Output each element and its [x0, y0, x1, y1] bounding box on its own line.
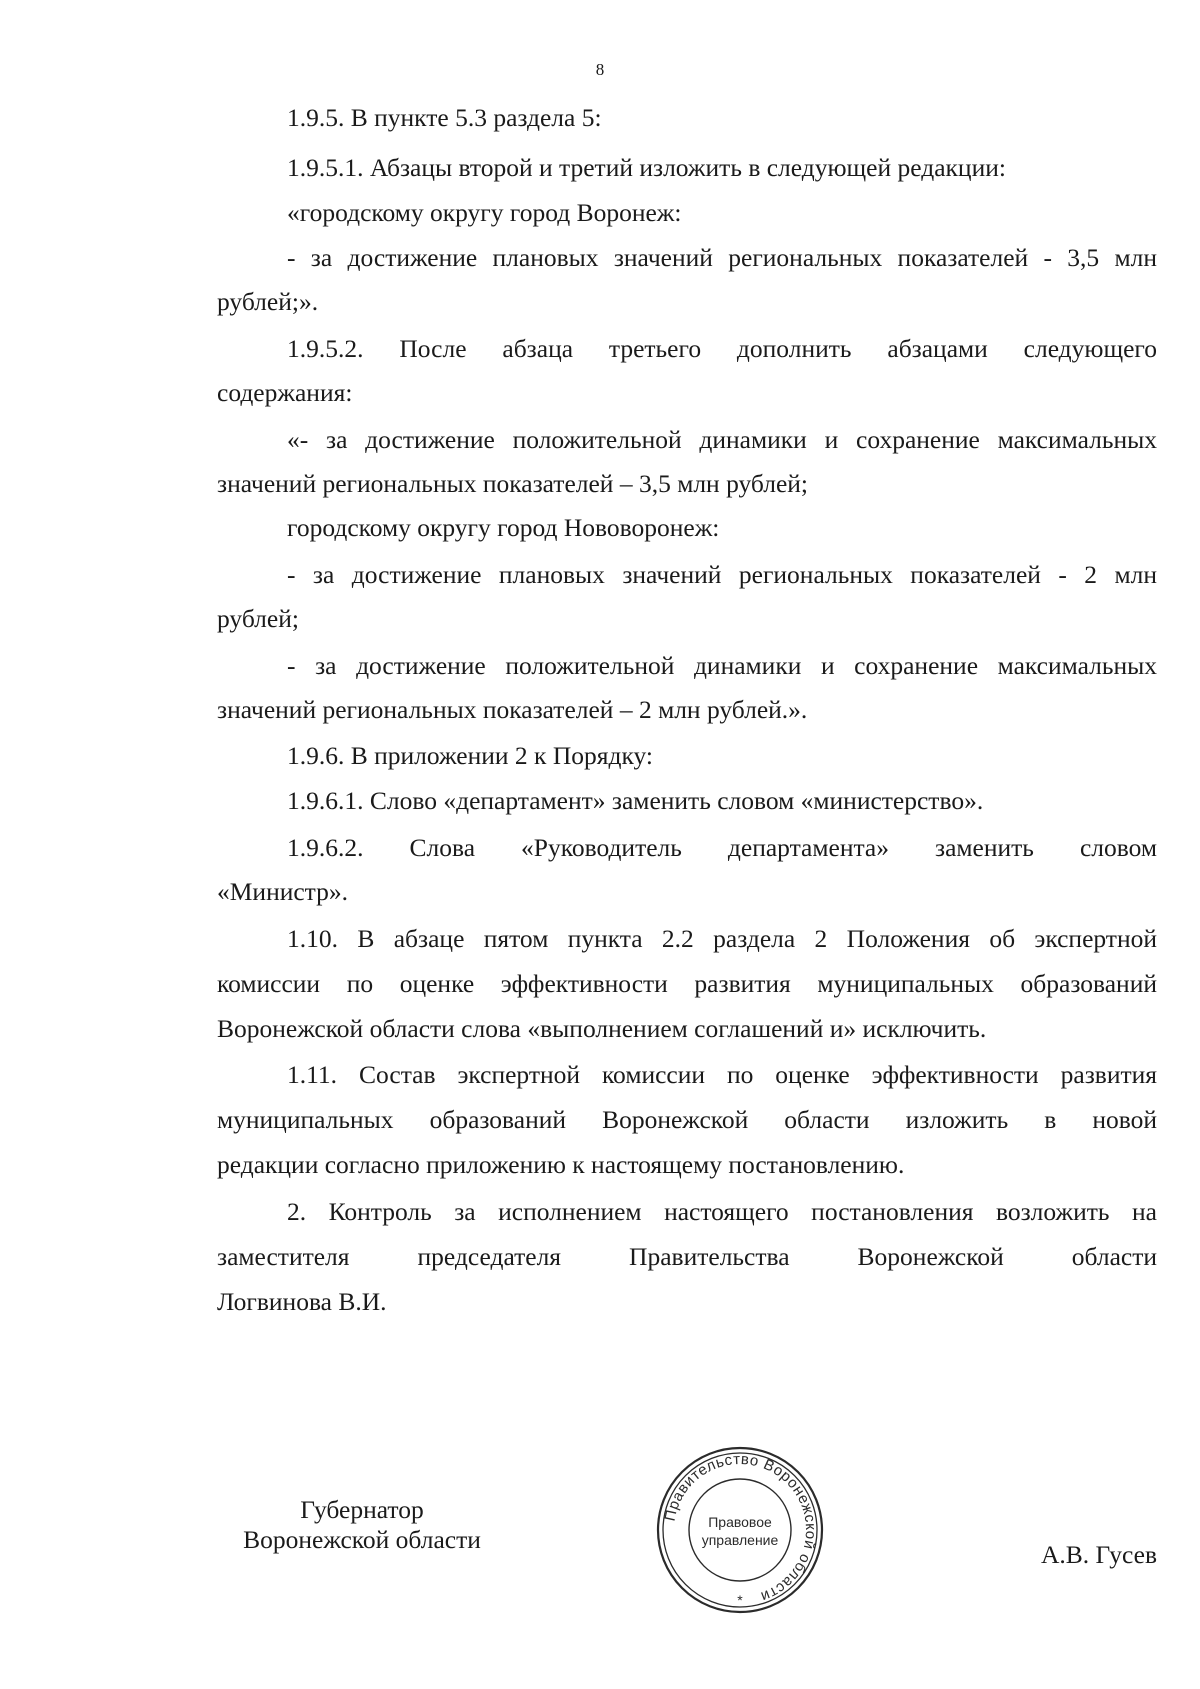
text-line: 1.9.5.1. Абзацы второй и третий изложить в следующей редакции: — [287, 153, 1006, 182]
text-line: 1.9.6.1. Слово «департамент» заменить словом «министерство». — [287, 786, 984, 815]
text-line: «городскому округу город Воронеж: — [287, 198, 682, 227]
text-line: «- за достижение положительной динамики и сохранение максимальных — [287, 425, 1157, 454]
text-line: 1.9.5.2. После абзаца третьего дополнить абзацами следующего — [287, 334, 1157, 363]
text-line: 2. Контроль за исполнением настоящего постановления возложить на — [287, 1197, 1157, 1226]
text-line: Воронежской области слова «выполнением соглашений и» исключить. — [217, 1014, 987, 1043]
text-line: содержания: — [217, 378, 353, 407]
seal-inner-line1: Правовое — [708, 1514, 772, 1530]
text-line: значений региональных показателей – 3,5 млн рублей; — [217, 469, 809, 498]
signatory-position-line1: Губернатор — [300, 1495, 424, 1524]
seal-star: * — [737, 1592, 743, 1608]
signatory-name: А.В. Гусев — [1040, 1540, 1157, 1569]
text-line: редакции согласно приложению к настоящему постановлению. — [217, 1150, 905, 1179]
signatory-position-line2: Воронежской области — [243, 1525, 481, 1554]
text-line: 1.9.5. В пункте 5.3 раздела 5: — [287, 103, 602, 132]
text-line: - за достижение плановых значений региональных показателей - 2 млн — [287, 560, 1157, 589]
text-line: городскому округу город Нововоронеж: — [287, 513, 720, 542]
text-line: 1.11. Состав экспертной комиссии по оценке эффективности развития — [287, 1060, 1157, 1089]
text-line: рублей; — [217, 604, 299, 633]
official-seal-stamp — [655, 1445, 825, 1615]
text-line: 1.9.6.2. Слова «Руководитель департамента» заменить словом — [287, 833, 1157, 862]
text-line: - за достижение плановых значений региональных показателей - 3,5 млн — [287, 243, 1157, 272]
seal-inner-line2: управление — [701, 1532, 779, 1548]
text-line: комиссии по оценке эффективности развития муниципальных образований — [217, 969, 1157, 998]
text-line: рублей;». — [217, 287, 319, 316]
text-line: - за достижение положительной динамики и сохранение максимальных — [287, 651, 1157, 680]
text-line: 1.10. В абзаце пятом пункта 2.2 раздела 2 Положения об экспертной — [287, 924, 1157, 953]
text-line: «Министр». — [217, 877, 349, 906]
text-line: муниципальных образований Воронежской области изложить в новой — [217, 1105, 1157, 1134]
text-line: 1.9.6. В приложении 2 к Порядку: — [287, 741, 653, 770]
seal-outer-text: Правительство Воронежской области — [661, 1450, 820, 1606]
signatory-position — [217, 1495, 507, 1555]
text-line: Логвинова В.И. — [217, 1287, 387, 1316]
text-line: заместителя председателя Правительства Воронежской области — [217, 1242, 1157, 1271]
page-number: 8 — [595, 60, 605, 79]
text-line: значений региональных показателей – 2 млн рублей.». — [217, 695, 808, 724]
